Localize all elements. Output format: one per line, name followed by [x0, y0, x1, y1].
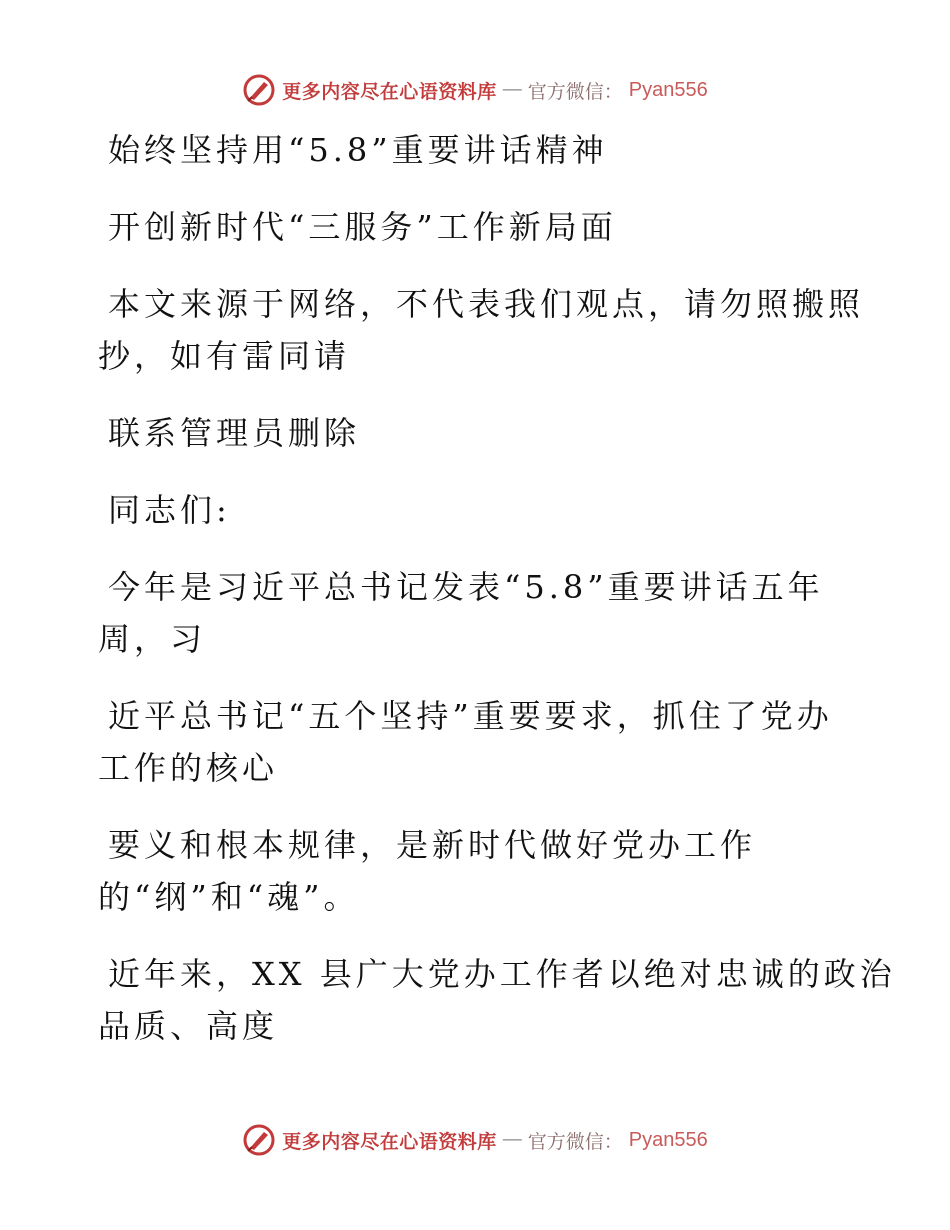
paragraph-line: 要义和根本规律，是新时代做好党办工作: [108, 826, 757, 864]
paragraph-line: 近平总书记“五个坚持”重要要求，抓住了党办: [108, 697, 833, 735]
header-watermark: [0, 70, 950, 110]
paragraph-line: 今年是习近平总书记发表“5.8”重要讲话五年: [108, 568, 824, 606]
watermark-dash: —: [502, 1129, 522, 1150]
footer-watermark: [0, 1120, 950, 1160]
watermark-sub: 官方微信：: [527, 1130, 623, 1153]
paragraph: [98, 819, 858, 923]
paragraph-line: 的“纲”和“魂”。: [98, 878, 360, 916]
paragraph: [98, 484, 858, 536]
paragraph: [98, 124, 858, 176]
paragraph: [98, 278, 865, 382]
quill-logo-icon: [242, 73, 276, 107]
paragraph-line: 品质、高度: [98, 1007, 279, 1045]
watermark-brand: [242, 73, 708, 107]
watermark-brand-text: 更多内容尽在心语资料库: [282, 1130, 497, 1153]
watermark-dash: —: [502, 79, 522, 100]
paragraph-line: 本文来源于网络，不代表我们观点，请勿照搬照: [108, 285, 865, 323]
paragraph-line: 周，习: [98, 620, 207, 658]
watermark-brand-text: 更多内容尽在心语资料库: [282, 80, 497, 103]
paragraph-line: 近年来，XX 县广大党办工作者以绝对忠诚的政治: [108, 955, 896, 993]
watermark-id: Pyan556: [628, 1128, 708, 1151]
paragraph-line: 同志们:: [108, 491, 231, 529]
paragraph-line: 开创新时代“三服务”工作新局面: [108, 208, 617, 246]
paragraph-line: 联系管理员删除: [108, 414, 361, 452]
paragraph-line: 始终坚持用“5.8”重要讲话精神: [108, 131, 608, 169]
watermark-brand: [242, 1123, 708, 1157]
paragraph: [98, 407, 858, 459]
quill-logo-icon: [242, 1123, 276, 1157]
paragraph: [98, 948, 896, 1052]
paragraph-line: 抄，如有雷同请: [98, 337, 351, 375]
document-body: [98, 124, 896, 1077]
paragraph: [98, 561, 858, 665]
paragraph: [98, 201, 858, 253]
paragraph-line: 工作的核心: [98, 749, 279, 787]
paragraph: [98, 690, 858, 794]
watermark-id: Pyan556: [628, 78, 708, 101]
watermark-sub: 官方微信：: [527, 80, 623, 103]
